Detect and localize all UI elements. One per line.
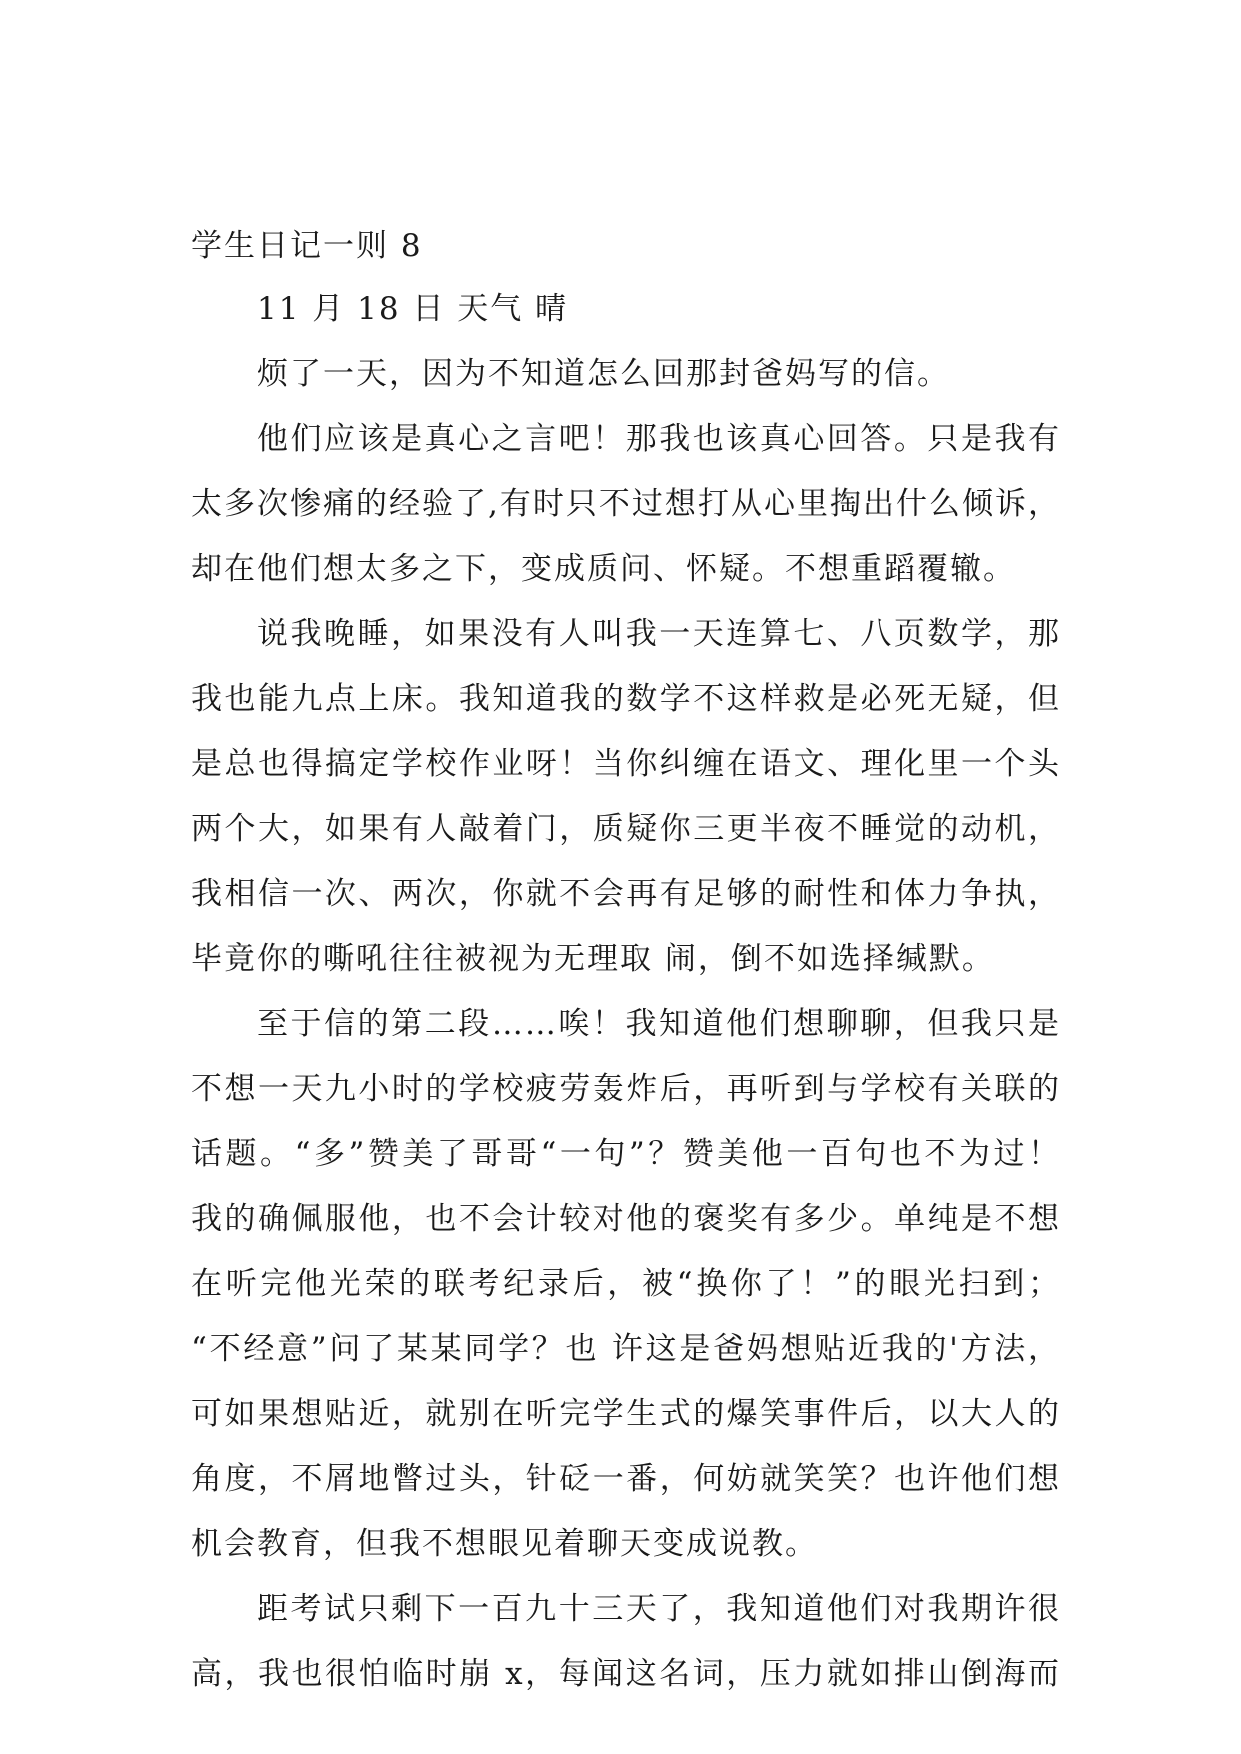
paragraph (191, 992, 1061, 1577)
paragraph-line: 我相信一次、两次，你就不会再有足够的耐性和体力争执， (191, 876, 1061, 912)
paragraph-line: 高，我也很怕临时崩 x，每闻这名词，压力就如排山倒海而 (191, 1656, 1061, 1692)
paragraph-line: 机会教育，但我不想眼见着聊天变成说教。 (191, 1526, 818, 1562)
paragraph-line: 毕竟你的嘶吼往往被视为无理取 闹，倒不如选择缄默。 (191, 941, 995, 977)
paragraph-line: “不经意”问了某某同学？也 许这是爸妈想贴近我的'方法， (191, 1331, 1061, 1367)
diary-page (191, 214, 1061, 1707)
paragraph-line: 至于信的第二段……唉！我知道他们想聊聊，但我只是 (257, 1006, 1061, 1042)
paragraph-line: 说我晚睡，如果没有人叫我一天连算七、八页数学，那 (257, 616, 1061, 652)
paragraph-line: 不想一天九小时的学校疲劳轰炸后，再听到与学校有关联的 (191, 1071, 1061, 1107)
diary-title: 学生日记一则 8 (191, 228, 423, 264)
diary-date-line: 11 月 18 日 天气 晴 (257, 291, 569, 327)
paragraph-line: 角度，不屑地瞥过头，针砭一番，何妨就笑笑？也许他们想 (191, 1461, 1061, 1497)
paragraph-line: 两个大，如果有人敲着门，质疑你三更半夜不睡觉的动机， (191, 811, 1061, 847)
paragraph-line: 我的确佩服他，也不会计较对他的褒奖有多少。单纯是不想 (191, 1201, 1061, 1237)
paragraph-line: 距考试只剩下一百九十三天了，我知道他们对我期许很 (257, 1591, 1061, 1627)
paragraph-line: 可如果想贴近，就别在听完学生式的爆笑事件后，以大人的 (191, 1396, 1061, 1432)
paragraph-line: 他们应该是真心之言吧！那我也该真心回答。只是我有 (257, 421, 1061, 457)
paragraph-line: 话题。“多”赞美了哥哥“一句”？赞美他一百句也不为过！ (191, 1136, 1061, 1172)
paragraph (191, 602, 1061, 992)
paragraph-line: 烦了一天，因为不知道怎么回那封爸妈写的信。 (257, 356, 950, 392)
paragraph-line: 我也能九点上床。我知道我的数学不这样救是必死无疑，但 (191, 681, 1061, 717)
paragraph (191, 1577, 1061, 1707)
paragraph-line: 在听完他光荣的联考纪录后，被“换你了！”的眼光扫到； (191, 1266, 1061, 1302)
paragraph-line: 是总也得搞定学校作业呀！当你纠缠在语文、理化里一个头 (191, 746, 1061, 782)
paragraph-line: 太多次惨痛的经验了,有时只不过想打从心里掏出什么倾诉， (191, 486, 1061, 522)
paragraph-line: 却在他们想太多之下，变成质问、怀疑。不想重蹈覆辙。 (191, 551, 1016, 587)
paragraph (191, 342, 1061, 407)
paragraph (191, 407, 1061, 602)
